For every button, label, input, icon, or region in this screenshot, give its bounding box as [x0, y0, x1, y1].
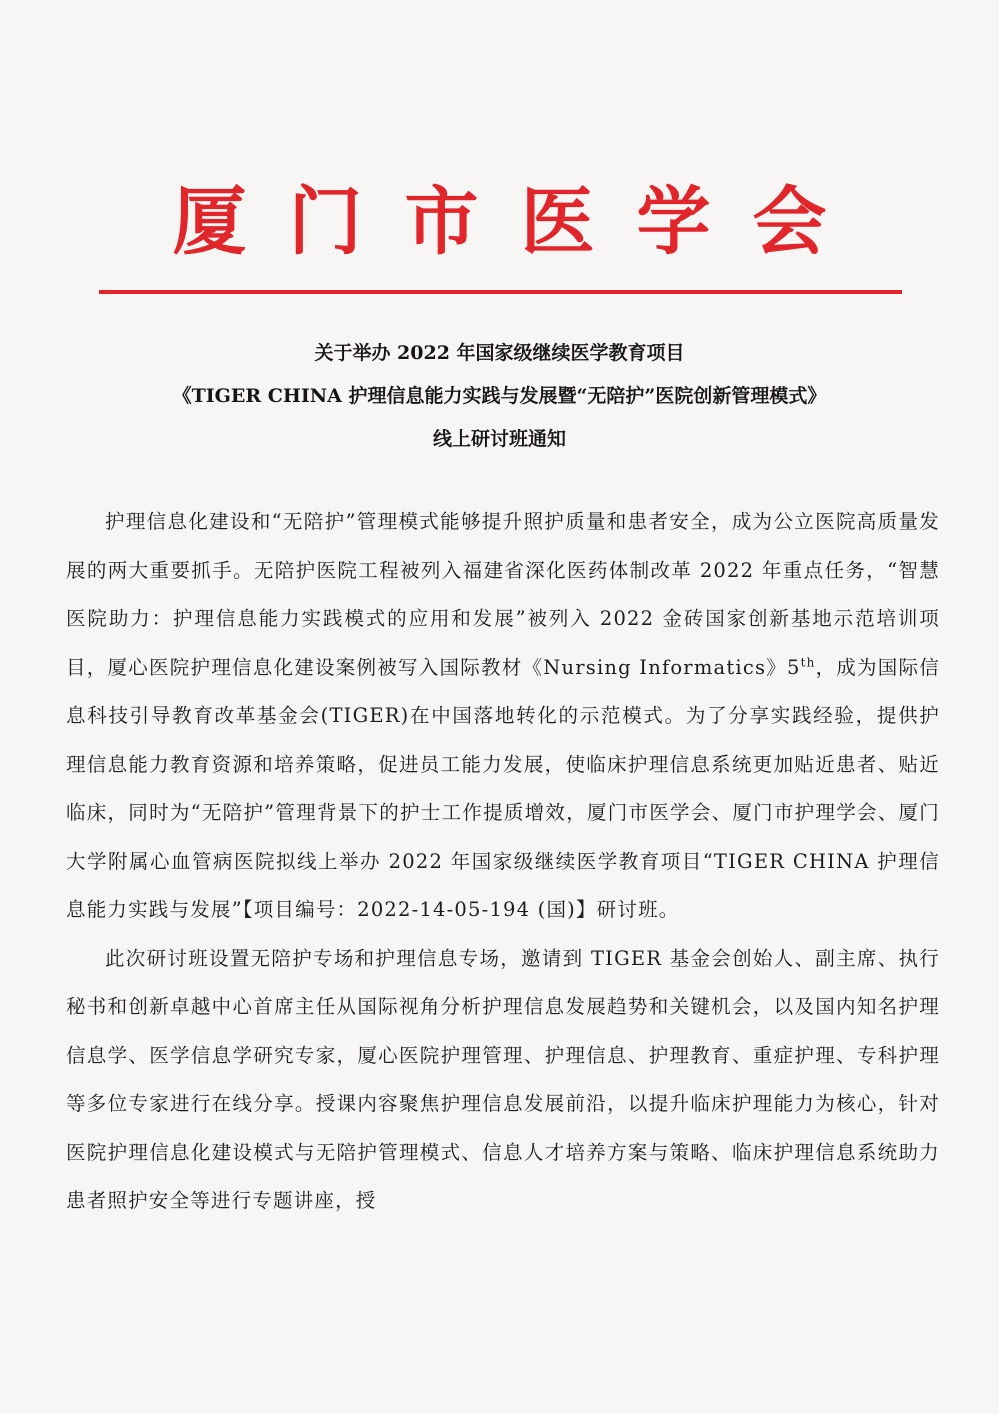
title-line-2: 《TIGER CHINA 护理信息能力实践与发展暨“无陪护”医院创新管理模式》 — [172, 385, 827, 407]
letterhead-red-rule — [99, 290, 902, 294]
title-line-1: 关于举办 2022 年国家级继续医学教育项目 — [314, 342, 685, 364]
para1-superscript: th — [800, 655, 816, 669]
body-paragraph-1 — [66, 498, 940, 935]
para1-text-b: ，成为国际信息科技引导教育改革基金会(TIGER)在中国落地转化的示范模式。为了分享实践经验，提供护理信息能力教育资源和培养策略，促进员工能力发展，使临床护理信息系统更加贴近患者、贴近临床，同时为“无陪护”管理背景下的护士工作提质增效，厦门市医学会、厦门市护理学会、厦门大学附属心血管病医院拟线上举办 2022 年国家级继续医学教育项目“TIGER CHINA 护理信息能力实践与发展”【项目编号：2022-14-05-194 (国)】研讨班。 — [66, 655, 941, 921]
body-paragraph-2: 此次研讨班设置无陪护专场和护理信息专场，邀请到 TIGER 基金会创始人、副主席、执行秘书和创新卓越中心首席主任从国际视角分析护理信息发展趋势和关键机会，以及国内知名护理信息学、医学信息学研究专家，厦心医院护理管理、护理信息、护理教育、重症护理、专科护理等多位专家进行在线分享。授课内容聚焦护理信息发展前沿，以提升临床护理能力为核心，针对医院护理信息化建设模式与无陪护管理模式、信息人才培养方案与策略、临床护理信息系统助力患者照护安全等进行专题讲座，授 — [66, 946, 940, 1212]
para1-text-a: 护理信息化建设和“无陪护”管理模式能够提升照护质量和患者安全，成为公立医院高质量发展的两大重要抓手。无陪护医院工程被列入福建省深化医药体制改革 2022 年重点任务，“智慧医院助力：护理信息能力实践模式的应用和发展”被列入 2022 金砖国家创新基地示范培训项目，厦心医院护理信息化建设案例被写入国际教材《Nursing Informatics》5 — [66, 510, 940, 679]
letterhead-org-name: 厦门市医学会 — [172, 179, 869, 265]
notice-title — [60, 332, 939, 461]
notice-body — [66, 498, 940, 1226]
title-line-3: 线上研讨班通知 — [432, 428, 566, 450]
